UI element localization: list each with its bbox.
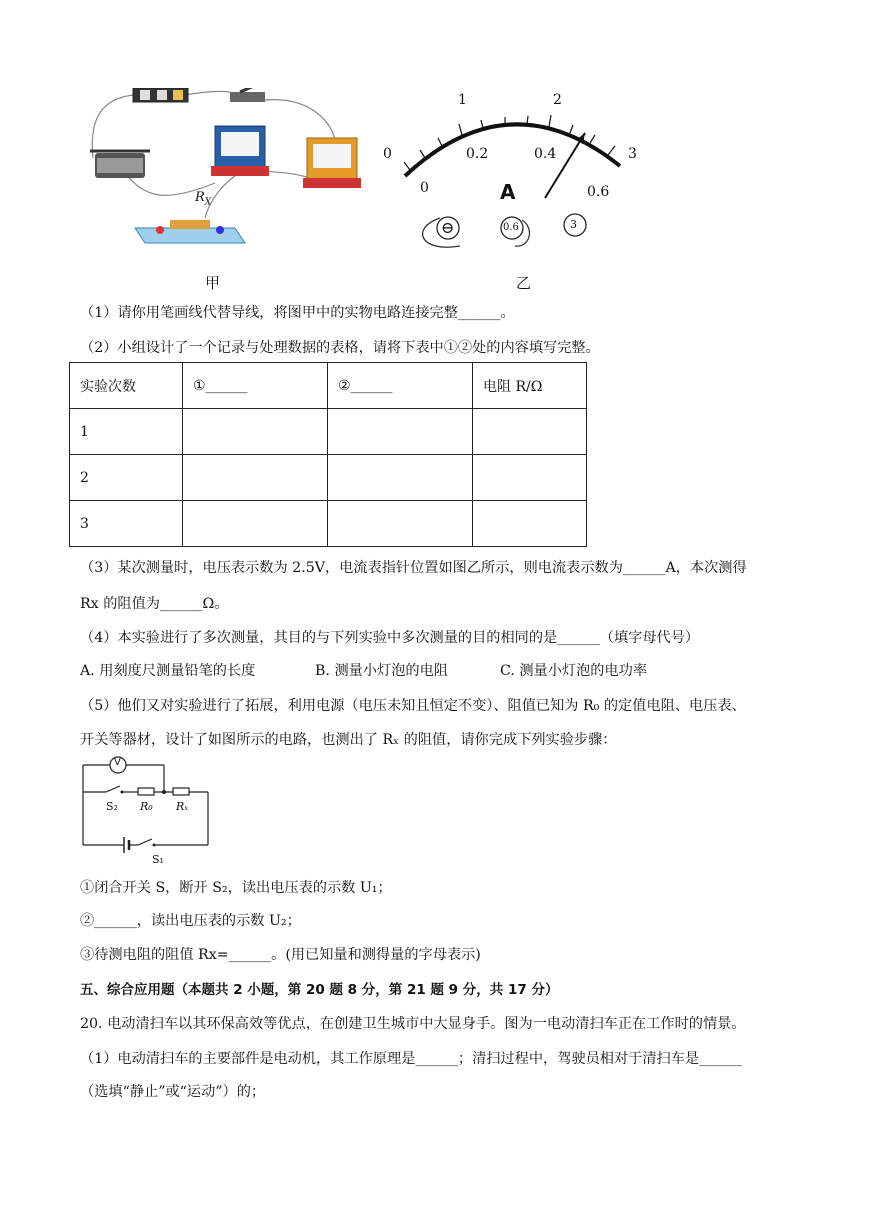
table-header-cell: 电阻 R/Ω — [473, 363, 587, 409]
question-3-line1: （3）某次测量时，电压表示数为 2.5V，电流表指针位置如图乙所示，则电流表示数为______A，本次测得 — [80, 560, 747, 576]
table-cell — [183, 501, 328, 547]
question-2: （2）小组设计了一个记录与处理数据的表格，请将下表中①②处的内容填写完整。 — [80, 340, 600, 356]
dial-bottom-0-6: 0.6 — [587, 184, 610, 200]
figure-jia-circuit — [85, 88, 375, 253]
rx-label: $R_X$ — [195, 190, 212, 208]
step-1: ①闭合开关 S，断开 S₂，读出电压表的示数 U₁； — [80, 880, 392, 896]
option-a: A. 用刻度尺测量铅笔的长度 — [80, 663, 256, 679]
table-header-row — [70, 363, 587, 409]
question-20: 20. 电动清扫车以其环保高效等优点，在创建卫生城市中大显身手。图为一电动清扫车正在工作时的情景。 — [80, 1016, 746, 1032]
table-cell: 1 — [70, 409, 183, 455]
terminal-0-6: 0.6 — [503, 222, 519, 233]
table-header-cell: 实验次数 — [70, 363, 183, 409]
step-3: ③待测电阻的阻值 Rx=______。(用已知量和测得量的字母表示) — [80, 947, 481, 963]
table-cell — [183, 409, 328, 455]
dial-top-0: 0 — [383, 146, 392, 162]
data-record-table — [69, 362, 587, 547]
dial-top-3: 3 — [628, 146, 637, 162]
question-20-1-line2: （选填“静止”或“运动”）的； — [80, 1084, 266, 1100]
caption-jia: 甲 — [205, 274, 221, 292]
table-cell: 2 — [70, 455, 183, 501]
table-row — [70, 455, 587, 501]
dial-top-2: 2 — [553, 92, 562, 108]
table-cell: 3 — [70, 501, 183, 547]
dial-top-1: 1 — [458, 92, 467, 108]
table-row — [70, 501, 587, 547]
question-5-line1: （5）他们又对实验进行了拓展，利用电源（电压未知且恒定不变）、阻值已知为 R₀ 的定值电阻、电压表、 — [80, 698, 746, 714]
table-cell — [473, 409, 587, 455]
question-4: （4）本实验进行了多次测量，其目的与下列实验中多次测量的目的相同的是______（填字母代号） — [80, 630, 700, 646]
terminal-3: 3 — [570, 218, 577, 231]
table-row — [70, 409, 587, 455]
switch-s1-label: S₁ — [152, 853, 164, 866]
table-cell — [328, 409, 473, 455]
terminal-negative: ⊖ — [441, 218, 455, 237]
table-cell — [473, 501, 587, 547]
table-header-cell: ①______ — [183, 363, 328, 409]
option-c: C. 测量小灯泡的电功率 — [500, 663, 648, 679]
table-cell — [328, 501, 473, 547]
question-1: （1）请你用笔画线代替导线，将图甲中的实物电路连接完整______。 — [80, 305, 515, 321]
question-5-line2: 开关等器材，设计了如图所示的电路，也测出了 Rₓ 的阻值，请你完成下列实验步骤： — [80, 732, 617, 748]
question-20-1-line1: （1）电动清扫车的主要部件是电动机，其工作原理是______；清扫过程中，驾驶员相对于清扫车是______ — [80, 1051, 742, 1067]
table-cell — [183, 455, 328, 501]
switch-s2-label: S₂ — [106, 800, 118, 813]
table-header-cell: ②______ — [328, 363, 473, 409]
question-3-line2: Rx 的阻值为______Ω。 — [80, 596, 229, 612]
option-b: B. 测量小灯泡的电阻 — [315, 663, 448, 679]
dial-bottom-0-4: 0.4 — [534, 146, 557, 162]
resistor-r0-label: R₀ — [140, 800, 153, 813]
caption-yi: 乙 — [516, 274, 532, 292]
step-2: ②______，读出电压表的示数 U₂； — [80, 913, 301, 929]
dial-bottom-0-2: 0.2 — [466, 146, 489, 162]
voltmeter-symbol-label: V — [114, 757, 121, 768]
dial-bottom-0: 0 — [420, 180, 429, 196]
section-5-heading: 五、综合应用题（本题共 2 小题，第 20 题 8 分，第 21 题 9 分，共 17 分） — [80, 982, 559, 998]
table-cell — [328, 455, 473, 501]
resistor-rx-label: Rₓ — [176, 800, 189, 813]
dial-unit: A — [500, 180, 516, 204]
table-cell — [473, 455, 587, 501]
